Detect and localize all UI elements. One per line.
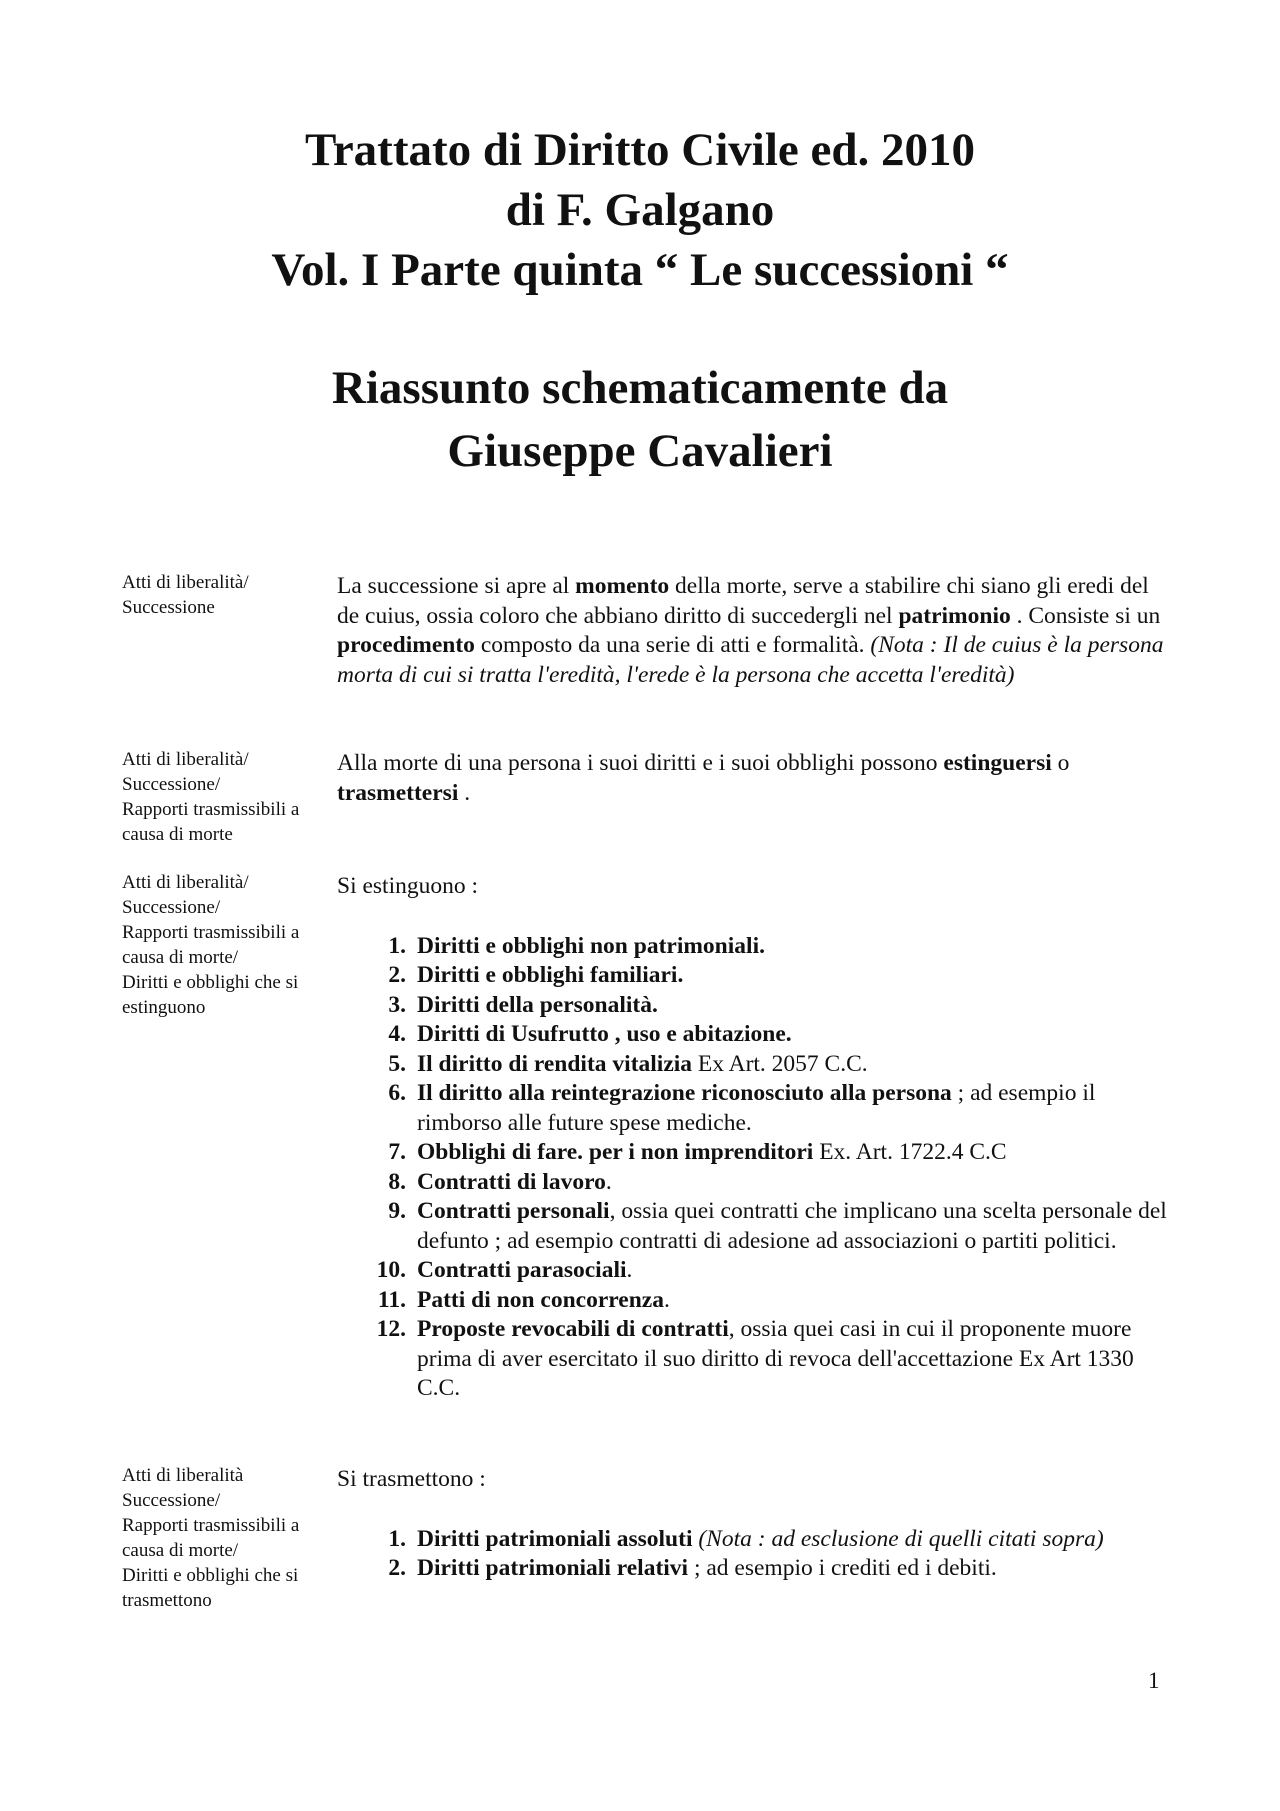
margin-note-line: causa di morte <box>122 824 233 845</box>
text-run: o <box>1051 750 1070 776</box>
list-item <box>337 1050 1172 1080</box>
list-item-number: 1. <box>388 932 406 959</box>
list-item <box>337 961 1172 991</box>
list-intro: Si estinguono : <box>337 873 479 899</box>
list-item <box>337 1286 1172 1316</box>
list-item-number: 2. <box>388 962 406 988</box>
list-item-term: Obblighi di fare. per i non imprenditori <box>417 1139 814 1165</box>
list-item-term: Il diritto alla reintegrazione riconosciuto alla persona <box>417 1080 952 1106</box>
list-item-number: 7. <box>388 1139 406 1165</box>
list-item-text: . <box>626 1257 633 1283</box>
section-text <box>337 1465 1172 1584</box>
margin-note-line: Atti di liberalità/ <box>122 872 249 893</box>
extinguished-rights-list <box>337 932 1172 1404</box>
list-item-term: Contratti parasociali <box>417 1257 627 1283</box>
list-item-term: Diritti e obblighi familiari. <box>417 962 684 988</box>
margin-note <box>122 570 334 620</box>
margin-note-line: Rapporti trasmissibili a <box>122 922 300 943</box>
margin-note-line: Rapporti trasmissibili a <box>122 799 300 820</box>
list-item-term: Patti di non concorrenza <box>417 1286 664 1313</box>
list-item <box>337 1168 1172 1198</box>
subtitle-line-1: Riassunto schematicamente da <box>331 362 949 414</box>
paragraph <box>337 572 1172 690</box>
list-item-text: , ossia quei contratti che implicano una scelta personale del defunto ; ad esempio contratti di adesione ad associazioni o partiti politici. <box>417 1198 1167 1254</box>
list-item <box>337 1020 1172 1050</box>
list-intro: Si trasmettono : <box>337 1466 486 1492</box>
list-item-number: 10. <box>376 1257 406 1283</box>
text-run: Alla morte di una persona i suoi diritti e i suoi obblighi possono <box>337 750 944 776</box>
list-item-text: . <box>605 1168 612 1195</box>
list-item-number: 1. <box>388 1525 406 1552</box>
list-item <box>337 1138 1172 1168</box>
bold-term: patrimonio <box>898 602 1011 629</box>
text-run: . Consiste si un <box>1010 602 1161 629</box>
list-item-term: Diritti della personalità. <box>417 991 658 1018</box>
transmitted-rights-list <box>337 1525 1172 1584</box>
list-item-text: . <box>663 1286 670 1313</box>
list-item-number: 5. <box>388 1050 406 1077</box>
list-item <box>337 932 1172 962</box>
list-item-term: Diritti e obblighi non patrimoniali. <box>417 932 765 959</box>
margin-note-line: Atti di liberalità <box>122 1465 244 1486</box>
list-item-term: Diritti patrimoniali assoluti <box>417 1525 693 1552</box>
section-text <box>337 749 1172 808</box>
list-item <box>337 1197 1172 1256</box>
margin-note <box>122 1463 334 1613</box>
margin-note <box>122 870 334 1020</box>
list-item-number: 3. <box>388 991 406 1018</box>
margin-note-line: Diritti e obblighi che si <box>122 1565 299 1586</box>
paragraph <box>337 749 1172 808</box>
text-run: composto da una serie di atti e formalità. <box>474 632 871 658</box>
subtitle-line-2: Giuseppe Cavalieri <box>447 425 833 477</box>
document-title <box>0 120 1280 300</box>
margin-note-line: causa di morte/ <box>122 947 239 968</box>
list-item-text: , ossia quei casi in cui il proponente muore prima di aver esercitato il suo diritto di revoca dell'accettazione Ex Art 1330 C.C. <box>417 1316 1134 1401</box>
list-item-term: Diritti patrimoniali relativi <box>417 1555 689 1581</box>
page-number: 1 <box>1148 1668 1160 1693</box>
text-run: La successione si apre al <box>337 573 576 599</box>
bold-term: procedimento <box>337 632 475 658</box>
title-line-3: Vol. I Parte quinta “ Le successioni “ <box>271 244 1009 296</box>
list-item <box>337 1315 1172 1404</box>
list-item-term: Il diritto di rendita vitalizia <box>417 1050 693 1077</box>
list-item-text: ; ad esempio il rimborso alle future spese mediche. <box>417 1080 1096 1136</box>
text-run: della morte, serve a stabilire chi siano gli eredi del de cuius, ossia coloro che abbiano diritto di succedergli nel <box>337 573 1149 629</box>
margin-note-line: Successione/ <box>122 897 221 918</box>
section-text <box>337 572 1172 690</box>
margin-note-line: Successione/ <box>122 1490 221 1511</box>
bold-term: trasmettersi <box>337 779 459 806</box>
title-line-1: Trattato di Diritto Civile ed. 2010 <box>304 124 976 176</box>
list-item-number: 9. <box>388 1198 406 1224</box>
list-item <box>337 991 1172 1021</box>
list-item-term: Diritti di Usufrutto , uso e abitazione. <box>417 1021 792 1047</box>
list-item-term: Contratti di lavoro <box>417 1168 606 1195</box>
section-text <box>337 872 1172 1404</box>
list-item-number: 11. <box>377 1286 406 1313</box>
list-item-text: Ex Art. 2057 C.C. <box>692 1050 868 1077</box>
margin-note-line: Diritti e obblighi che si <box>122 972 299 993</box>
margin-note-line: Atti di liberalità/ <box>122 749 249 770</box>
margin-note-line: trasmettono <box>122 1590 212 1611</box>
list-item-number: 4. <box>388 1021 406 1047</box>
margin-note <box>122 747 334 847</box>
margin-note-line: Successione <box>122 597 215 618</box>
list-item <box>337 1256 1172 1286</box>
list-item-note: (Nota : ad esclusione di quelli citati sopra) <box>692 1525 1104 1552</box>
margin-note-line: Rapporti trasmissibili a <box>122 1515 300 1536</box>
margin-note-line: causa di morte/ <box>122 1540 239 1561</box>
margin-note-line: Atti di liberalità/ <box>122 572 249 593</box>
list-item-term: Contratti personali <box>417 1198 610 1224</box>
bold-term: momento <box>575 573 670 599</box>
note-italic: (Nota : Il de cuius è la persona morta di cui si tratta l'eredità, l'erede è la persona che accetta l'eredità) <box>337 632 1164 688</box>
list-item-number: 8. <box>388 1168 406 1195</box>
list-item-number: 12. <box>376 1316 406 1342</box>
bold-term: estinguersi <box>943 750 1052 776</box>
title-line-2: di F. Galgano <box>505 184 775 236</box>
list-item-number: 6. <box>388 1080 406 1106</box>
list-item-term: Proposte revocabili di contratti <box>417 1316 729 1342</box>
list-item-number: 2. <box>388 1555 406 1581</box>
list-item <box>337 1079 1172 1138</box>
margin-note-line: Successione/ <box>122 774 221 795</box>
document-subtitle <box>0 357 1280 483</box>
list-item <box>337 1525 1172 1555</box>
list-item <box>337 1554 1172 1584</box>
margin-note-line: estinguono <box>122 997 206 1018</box>
list-item-text: ; ad esempio i crediti ed i debiti. <box>688 1555 997 1581</box>
list-item-text: Ex. Art. 1722.4 C.C <box>813 1139 1007 1165</box>
text-run: . <box>458 779 471 806</box>
